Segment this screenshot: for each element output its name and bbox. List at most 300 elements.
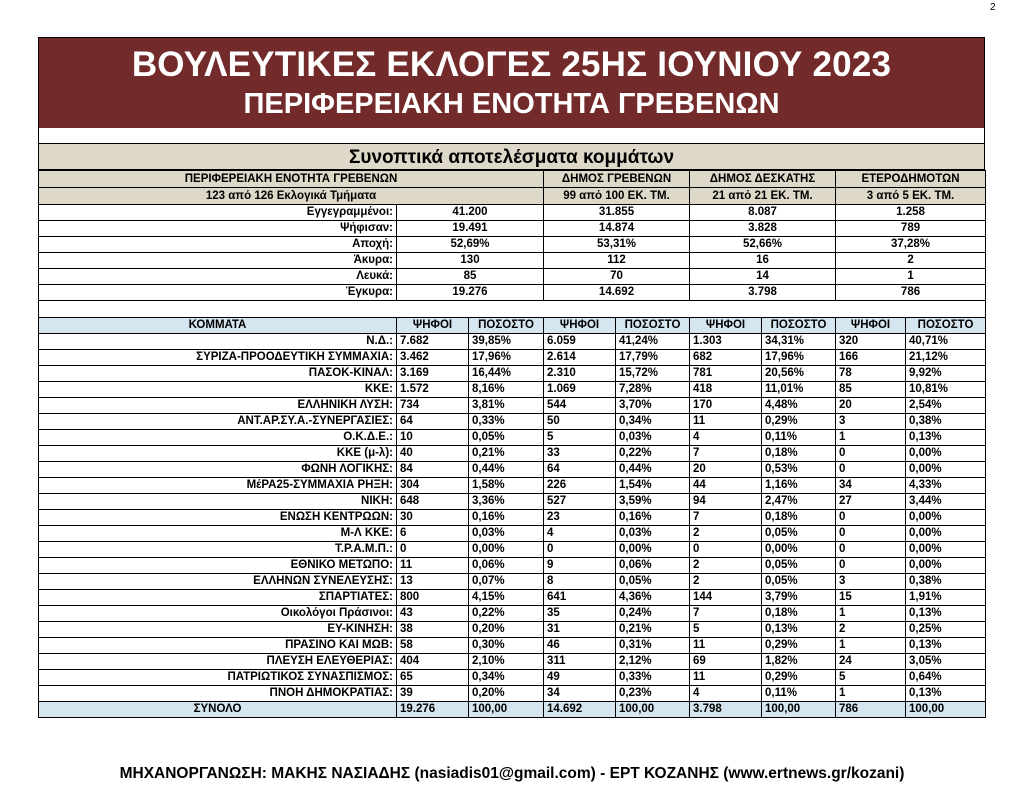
percent-column-header: ΠΟΣΟΣΤΟ: [469, 318, 544, 334]
party-percent: 0,07%: [469, 574, 544, 590]
party-percent: 0,13%: [906, 686, 986, 702]
party-votes: 27: [836, 494, 906, 510]
separator-cell: [39, 301, 986, 318]
summary-value: 3.828: [690, 221, 836, 237]
party-votes: 84: [397, 462, 469, 478]
party-votes: 65: [397, 670, 469, 686]
party-percent: 21,12%: [906, 350, 986, 366]
party-votes: 85: [836, 382, 906, 398]
party-votes: 3.462: [397, 350, 469, 366]
party-percent: 17,79%: [616, 350, 690, 366]
party-row: [39, 638, 986, 654]
party-percent: 17,96%: [762, 350, 836, 366]
summary-value: 112: [544, 253, 690, 269]
summary-label: Εγγεγραμμένοι:: [39, 205, 397, 221]
party-percent: 0,05%: [762, 526, 836, 542]
area-header-cell: ΔΗΜΟΣ ΓΡΕΒΕΝΩΝ: [544, 171, 690, 188]
party-votes: 58: [397, 638, 469, 654]
votes-column-header: ΨΗΦΟΙ: [690, 318, 762, 334]
party-percent: 0,03%: [469, 526, 544, 542]
party-votes: 734: [397, 398, 469, 414]
party-row: [39, 686, 986, 702]
party-name: ΠΛΕΥΣΗ ΕΛΕΥΘΕΡΙΑΣ:: [39, 654, 397, 670]
party-votes: 1.303: [690, 334, 762, 350]
party-name: ΠΡΑΣΙΝΟ ΚΑΙ ΜΩΒ:: [39, 638, 397, 654]
party-percent: 0,03%: [616, 430, 690, 446]
party-percent: 0,13%: [906, 430, 986, 446]
party-percent: 0,31%: [616, 638, 690, 654]
party-percent: 0,06%: [616, 558, 690, 574]
party-percent: 0,18%: [762, 606, 836, 622]
party-percent: 3,05%: [906, 654, 986, 670]
party-percent: 3,59%: [616, 494, 690, 510]
area-title-cell: ΠΕΡΙΦΕΡΕΙΑΚΗ ΕΝΟΤΗΤΑ ΓΡΕΒΕΝΩΝ: [39, 171, 544, 188]
summary-label: Αποχή:: [39, 237, 397, 253]
party-votes: 7.682: [397, 334, 469, 350]
area-header-cell: ΔΗΜΟΣ ΔΕΣΚΑΤΗΣ: [690, 171, 836, 188]
summary-value: 14: [690, 269, 836, 285]
party-name: Ν.Δ.:: [39, 334, 397, 350]
party-name: ΕΝΩΣΗ ΚΕΝΤΡΩΩΝ:: [39, 510, 397, 526]
party-votes: 4: [544, 526, 616, 542]
party-percent: 3,70%: [616, 398, 690, 414]
party-votes: 15: [836, 590, 906, 606]
party-percent: 0,34%: [616, 414, 690, 430]
party-votes: 311: [544, 654, 616, 670]
party-row: [39, 350, 986, 366]
party-votes: 2.310: [544, 366, 616, 382]
summary-row: [39, 253, 986, 269]
party-row: [39, 494, 986, 510]
party-percent: 0,05%: [762, 574, 836, 590]
party-percent: 0,53%: [762, 462, 836, 478]
summary-row: [39, 269, 986, 285]
party-votes: 5: [544, 430, 616, 446]
summary-value: 53,31%: [544, 237, 690, 253]
party-percent: 0,25%: [906, 622, 986, 638]
party-name: ΠΑΤΡΙΩΤΙΚΟΣ ΣΥΝΑΣΠΙΣΜΟΣ:: [39, 670, 397, 686]
total-percent: 100,00: [762, 702, 836, 718]
area-header-cell: ΕΤΕΡΟΔΗΜΟΤΩΝ: [836, 171, 986, 188]
party-name: Τ.Ρ.Α.Μ.Π.:: [39, 542, 397, 558]
party-votes: 5: [690, 622, 762, 638]
summary-value: 789: [836, 221, 986, 237]
summary-value: 31.855: [544, 205, 690, 221]
votes-column-header: ΨΗΦΟΙ: [544, 318, 616, 334]
party-percent: 9,92%: [906, 366, 986, 382]
party-percent: 0,33%: [616, 670, 690, 686]
party-votes: 40: [397, 446, 469, 462]
party-percent: 0,13%: [906, 606, 986, 622]
party-percent: 8,16%: [469, 382, 544, 398]
party-percent: 0,11%: [762, 430, 836, 446]
party-votes: 0: [836, 558, 906, 574]
party-votes: 226: [544, 478, 616, 494]
party-percent: 3,81%: [469, 398, 544, 414]
summary-value: 8.087: [690, 205, 836, 221]
party-votes: 11: [690, 414, 762, 430]
party-row: [39, 478, 986, 494]
party-votes: 7: [690, 606, 762, 622]
summary-value: 52,66%: [690, 237, 836, 253]
party-votes: 31: [544, 622, 616, 638]
total-votes: 19.276: [397, 702, 469, 718]
party-votes: 35: [544, 606, 616, 622]
party-percent: 0,05%: [469, 430, 544, 446]
party-percent: 1,58%: [469, 478, 544, 494]
party-votes: 13: [397, 574, 469, 590]
party-votes: 682: [690, 350, 762, 366]
summary-label: Έγκυρα:: [39, 285, 397, 301]
party-votes: 38: [397, 622, 469, 638]
party-votes: 3.169: [397, 366, 469, 382]
party-percent: 0,21%: [469, 446, 544, 462]
total-percent: 100,00: [469, 702, 544, 718]
party-votes: 9: [544, 558, 616, 574]
party-percent: 0,03%: [616, 526, 690, 542]
party-votes: 0: [836, 542, 906, 558]
party-percent: 2,54%: [906, 398, 986, 414]
party-percent: 0,00%: [906, 542, 986, 558]
party-votes: 94: [690, 494, 762, 510]
party-row: [39, 606, 986, 622]
party-name: ΠΝΟΗ ΔΗΜΟΚΡΑΤΙΑΣ:: [39, 686, 397, 702]
party-percent: 0,00%: [616, 542, 690, 558]
summary-label: Ψήφισαν:: [39, 221, 397, 237]
party-row: [39, 398, 986, 414]
party-votes: 20: [690, 462, 762, 478]
party-votes: 2: [690, 558, 762, 574]
party-percent: 0,06%: [469, 558, 544, 574]
party-row: [39, 542, 986, 558]
results-table-body: [39, 171, 986, 718]
votes-column-header: ΨΗΦΟΙ: [397, 318, 469, 334]
party-percent: 0,00%: [906, 462, 986, 478]
party-votes: 0: [836, 510, 906, 526]
party-name: Οικολόγοι Πράσινοι:: [39, 606, 397, 622]
summary-value: 1.258: [836, 205, 986, 221]
party-votes: 2: [690, 574, 762, 590]
party-votes: 2.614: [544, 350, 616, 366]
party-votes: 34: [836, 478, 906, 494]
summary-value: 37,28%: [836, 237, 986, 253]
party-name: ΑΝΤ.ΑΡ.ΣΥ.Α.-ΣΥΝΕΡΓΑΣΙΕΣ:: [39, 414, 397, 430]
title-banner: [38, 37, 985, 128]
party-votes: 1.572: [397, 382, 469, 398]
party-votes: 0: [836, 526, 906, 542]
party-name: ΚΚΕ:: [39, 382, 397, 398]
party-votes: 170: [690, 398, 762, 414]
party-votes: 39: [397, 686, 469, 702]
title-line-2: ΠΕΡΙΦΕΡΕΙΑΚΗ ΕΝΟΤΗΤΑ ΓΡΕΒΕΝΩΝ: [243, 88, 780, 120]
party-votes: 2: [690, 526, 762, 542]
summary-value: 41.200: [397, 205, 544, 221]
party-votes: 320: [836, 334, 906, 350]
party-percent: 40,71%: [906, 334, 986, 350]
party-percent: 4,33%: [906, 478, 986, 494]
party-votes: 404: [397, 654, 469, 670]
party-row: [39, 622, 986, 638]
party-votes: 33: [544, 446, 616, 462]
summary-value: 3.798: [690, 285, 836, 301]
party-votes: 3: [836, 574, 906, 590]
area-header-cell: 3 από 5 ΕΚ. ΤΜ.: [836, 188, 986, 205]
separator-row: [39, 301, 986, 318]
party-votes: 11: [397, 558, 469, 574]
area-header-cell: 21 από 21 ΕΚ. ΤΜ.: [690, 188, 836, 205]
party-votes: 20: [836, 398, 906, 414]
summary-value: 14.692: [544, 285, 690, 301]
party-votes: 4: [690, 430, 762, 446]
party-percent: 4,36%: [616, 590, 690, 606]
party-votes: 0: [836, 462, 906, 478]
party-votes: 50: [544, 414, 616, 430]
summary-value: 2: [836, 253, 986, 269]
party-votes: 4: [690, 686, 762, 702]
party-percent: 0,00%: [906, 526, 986, 542]
area-header-row: [39, 171, 986, 188]
party-name: ΦΩΝΗ ΛΟΓΙΚΗΣ:: [39, 462, 397, 478]
party-percent: 1,82%: [762, 654, 836, 670]
party-percent: 15,72%: [616, 366, 690, 382]
party-percent: 7,28%: [616, 382, 690, 398]
party-votes: 166: [836, 350, 906, 366]
party-percent: 0,29%: [762, 638, 836, 654]
party-percent: 0,30%: [469, 638, 544, 654]
area-header-row: [39, 188, 986, 205]
party-votes: 2: [836, 622, 906, 638]
party-row: [39, 430, 986, 446]
party-percent: 0,44%: [616, 462, 690, 478]
party-row: [39, 334, 986, 350]
results-sheet: [38, 37, 985, 718]
party-percent: 1,54%: [616, 478, 690, 494]
party-percent: 0,20%: [469, 686, 544, 702]
party-percent: 0,13%: [906, 638, 986, 654]
party-votes: 7: [690, 446, 762, 462]
party-percent: 0,13%: [762, 622, 836, 638]
page-number: 2: [990, 2, 996, 13]
party-votes: 544: [544, 398, 616, 414]
party-name: ΜέΡΑ25-ΣΥΜΜΑΧΙΑ ΡΗΞΗ:: [39, 478, 397, 494]
party-percent: 41,24%: [616, 334, 690, 350]
party-percent: 0,23%: [616, 686, 690, 702]
party-name: ΕΛΛΗΝΩΝ ΣΥΝΕΛΕΥΣΗΣ:: [39, 574, 397, 590]
summary-value: 16: [690, 253, 836, 269]
party-votes: 7: [690, 510, 762, 526]
party-votes: 44: [690, 478, 762, 494]
party-percent: 0,22%: [616, 446, 690, 462]
party-votes: 10: [397, 430, 469, 446]
party-name: ΠΑΣΟΚ-ΚΙΝΑΛ:: [39, 366, 397, 382]
party-votes: 24: [836, 654, 906, 670]
party-row: [39, 446, 986, 462]
total-votes: 786: [836, 702, 906, 718]
party-votes: 69: [690, 654, 762, 670]
party-percent: 0,18%: [762, 446, 836, 462]
area-title-cell: 123 από 126 Εκλογικά Τμήματα: [39, 188, 544, 205]
party-votes: 3: [836, 414, 906, 430]
party-votes: 1.069: [544, 382, 616, 398]
party-row: [39, 590, 986, 606]
party-name: ΚΚΕ (μ-λ):: [39, 446, 397, 462]
party-percent: 3,79%: [762, 590, 836, 606]
party-name: ΣΠΑΡΤΙΑΤΕΣ:: [39, 590, 397, 606]
summary-row: [39, 237, 986, 253]
summary-row: [39, 285, 986, 301]
party-percent: 0,16%: [469, 510, 544, 526]
party-percent: 4,15%: [469, 590, 544, 606]
party-percent: 1,16%: [762, 478, 836, 494]
party-votes: 1: [836, 638, 906, 654]
party-percent: 0,00%: [469, 542, 544, 558]
party-votes: 6.059: [544, 334, 616, 350]
summary-value: 130: [397, 253, 544, 269]
total-row: [39, 702, 986, 718]
party-votes: 64: [397, 414, 469, 430]
votes-column-header: ΨΗΦΟΙ: [836, 318, 906, 334]
party-row: [39, 526, 986, 542]
party-name: Ο.Κ.Δ.Ε.:: [39, 430, 397, 446]
party-percent: 3,44%: [906, 494, 986, 510]
party-percent: 11,01%: [762, 382, 836, 398]
party-votes: 1: [836, 606, 906, 622]
party-percent: 0,00%: [906, 446, 986, 462]
party-votes: 6: [397, 526, 469, 542]
title-line-1: ΒΟΥΛΕΥΤΙΚΕΣ ΕΚΛΟΓΕΣ 25ΗΣ ΙΟΥΝΙΟΥ 2023: [131, 45, 892, 84]
party-name: ΕΛΛΗΝΙΚΗ ΛΥΣΗ:: [39, 398, 397, 414]
party-row: [39, 510, 986, 526]
total-percent: 100,00: [906, 702, 986, 718]
party-percent: 0,20%: [469, 622, 544, 638]
party-row: [39, 670, 986, 686]
party-percent: 3,36%: [469, 494, 544, 510]
summary-value: 786: [836, 285, 986, 301]
spacer: [38, 128, 985, 143]
party-votes: 800: [397, 590, 469, 606]
party-percent: 0,29%: [762, 414, 836, 430]
party-percent: 0,00%: [906, 558, 986, 574]
party-name: Μ-Λ ΚΚΕ:: [39, 526, 397, 542]
party-percent: 0,18%: [762, 510, 836, 526]
party-percent: 0,33%: [469, 414, 544, 430]
party-row: [39, 382, 986, 398]
party-percent: 0,44%: [469, 462, 544, 478]
total-label: ΣΥΝΟΛΟ: [39, 702, 397, 718]
summary-value: 1: [836, 269, 986, 285]
party-votes: 1: [836, 430, 906, 446]
party-percent: 0,05%: [616, 574, 690, 590]
party-votes: 144: [690, 590, 762, 606]
party-percent: 34,31%: [762, 334, 836, 350]
party-votes: 641: [544, 590, 616, 606]
party-row: [39, 366, 986, 382]
party-percent: 0,11%: [762, 686, 836, 702]
party-row: [39, 462, 986, 478]
party-votes: 304: [397, 478, 469, 494]
total-percent: 100,00: [616, 702, 690, 718]
results-table: [38, 170, 986, 718]
party-votes: 8: [544, 574, 616, 590]
party-percent: 10,81%: [906, 382, 986, 398]
summary-value: 70: [544, 269, 690, 285]
party-name: ΣΥΡΙΖΑ-ΠΡΟΟΔΕΥΤΙΚΗ ΣΥΜΜΑΧΙΑ:: [39, 350, 397, 366]
party-votes: 23: [544, 510, 616, 526]
total-votes: 3.798: [690, 702, 762, 718]
column-header-row: [39, 318, 986, 334]
summary-row: [39, 205, 986, 221]
party-percent: 0,22%: [469, 606, 544, 622]
party-percent: 0,05%: [762, 558, 836, 574]
percent-column-header: ΠΟΣΟΣΤΟ: [762, 318, 836, 334]
party-percent: 4,48%: [762, 398, 836, 414]
party-percent: 0,38%: [906, 574, 986, 590]
summary-value: 85: [397, 269, 544, 285]
party-percent: 0,38%: [906, 414, 986, 430]
party-votes: 0: [397, 542, 469, 558]
party-votes: 0: [836, 446, 906, 462]
party-votes: 0: [544, 542, 616, 558]
party-name: ΝΙΚΗ:: [39, 494, 397, 510]
party-percent: 2,12%: [616, 654, 690, 670]
party-row: [39, 558, 986, 574]
party-votes: 49: [544, 670, 616, 686]
party-percent: 0,16%: [616, 510, 690, 526]
party-percent: 0,34%: [469, 670, 544, 686]
party-votes: 418: [690, 382, 762, 398]
party-votes: 1: [836, 686, 906, 702]
party-percent: 0,00%: [906, 510, 986, 526]
party-percent: 1,91%: [906, 590, 986, 606]
total-votes: 14.692: [544, 702, 616, 718]
party-votes: 781: [690, 366, 762, 382]
party-percent: 17,96%: [469, 350, 544, 366]
percent-column-header: ΠΟΣΟΣΤΟ: [906, 318, 986, 334]
party-name: ΕΥ-ΚΙΝΗΣΗ:: [39, 622, 397, 638]
party-percent: 2,47%: [762, 494, 836, 510]
party-votes: 527: [544, 494, 616, 510]
summary-label: Λευκά:: [39, 269, 397, 285]
party-votes: 11: [690, 670, 762, 686]
parties-column-header: ΚΟΜΜΑΤΑ: [39, 318, 397, 334]
summary-value: 52,69%: [397, 237, 544, 253]
summary-value: 19.276: [397, 285, 544, 301]
party-votes: 648: [397, 494, 469, 510]
subtitle: Συνοπτικά αποτελέσματα κομμάτων: [38, 143, 985, 170]
party-votes: 0: [690, 542, 762, 558]
party-votes: 30: [397, 510, 469, 526]
party-votes: 64: [544, 462, 616, 478]
percent-column-header: ΠΟΣΟΣΤΟ: [616, 318, 690, 334]
summary-row: [39, 221, 986, 237]
summary-label: Άκυρα:: [39, 253, 397, 269]
party-votes: 5: [836, 670, 906, 686]
party-percent: 0,29%: [762, 670, 836, 686]
party-votes: 34: [544, 686, 616, 702]
party-name: ΕΘΝΙΚΟ ΜΕΤΩΠΟ:: [39, 558, 397, 574]
party-votes: 46: [544, 638, 616, 654]
party-percent: 0,64%: [906, 670, 986, 686]
party-percent: 0,00%: [762, 542, 836, 558]
party-row: [39, 654, 986, 670]
footer-credits: ΜΗΧΑΝΟΡΓΑΝΩΣΗ: ΜΑΚΗΣ ΝΑΣΙΑΔΗΣ (nasiadis01@gmail.com) - ΕΡΤ ΚΟΖΑΝΗΣ (www.ertnews.gr/kozani): [119, 765, 905, 782]
party-votes: 11: [690, 638, 762, 654]
party-percent: 39,85%: [469, 334, 544, 350]
summary-value: 14.874: [544, 221, 690, 237]
summary-value: 19.491: [397, 221, 544, 237]
area-header-cell: 99 από 100 ΕΚ. ΤΜ.: [544, 188, 690, 205]
party-percent: 0,24%: [616, 606, 690, 622]
